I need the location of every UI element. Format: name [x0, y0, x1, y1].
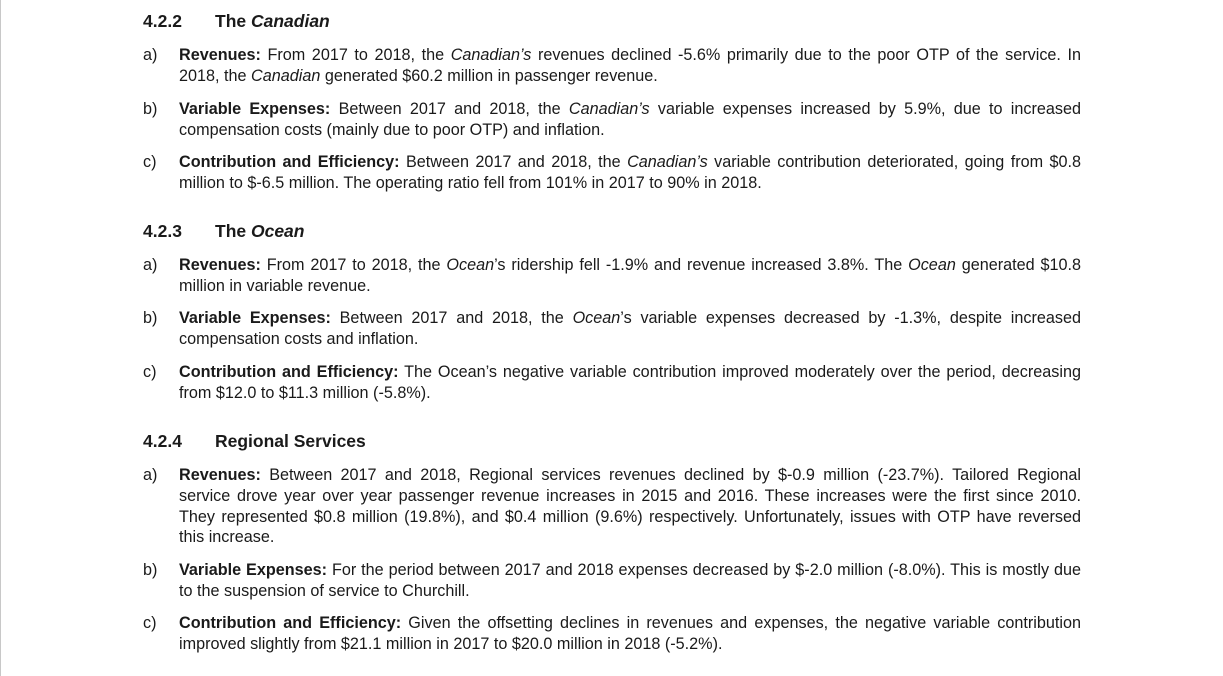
item-label: Variable Expenses: — [179, 561, 328, 579]
list-marker: b) — [143, 309, 158, 327]
list-item-text — [179, 560, 1081, 602]
italic-text: Canadian’s — [568, 100, 650, 118]
list-item-text — [179, 613, 1081, 655]
item-label: Revenues: — [179, 466, 261, 484]
section-heading-4-2-2 — [143, 10, 330, 32]
section-title-prefix: Regional Services — [215, 431, 366, 451]
text-run: Given the offsetting declines in revenues and expenses, the negative variable contribution improved slightly from $21.1 million in 2017 to $20.0 million in 2018 (-5.2%). — [179, 614, 1081, 653]
section-number: 4.2.2 — [143, 11, 182, 31]
item-label: Variable Expenses: — [179, 100, 331, 118]
list-item-text — [179, 255, 1081, 297]
text-run: generated $10.8 million in variable revenue. — [179, 256, 1081, 295]
section-title-prefix: The — [215, 221, 251, 241]
list-marker: c) — [143, 153, 157, 171]
italic-text: Canadian — [251, 66, 321, 85]
list-marker: c) — [143, 363, 157, 381]
list-marker: c) — [143, 614, 157, 632]
italic-text: Ocean — [572, 309, 621, 327]
text-run: Between 2017 and 2018, the — [330, 309, 573, 327]
section-number: 4.2.4 — [143, 431, 182, 451]
item-label: Contribution and Efficiency: — [179, 614, 402, 632]
item-label: Contribution and Efficiency: — [179, 363, 399, 381]
list-item-text — [179, 362, 1081, 404]
section-title-italic: Ocean — [250, 221, 305, 241]
text-run: generated $60.2 million in passenger revenue. — [320, 66, 658, 85]
item-label: Contribution and Efficiency: — [179, 153, 400, 171]
text-run: For the period between 2017 and 2018 expenses decreased by $-2.0 million (-8.0%). This is mostly due to the suspension of service to Churchill. — [179, 561, 1081, 600]
item-content — [179, 46, 1081, 85]
text-run: From 2017 to 2018, the — [260, 46, 451, 64]
list-marker: b) — [143, 100, 158, 118]
item-label: Revenues: — [179, 46, 261, 64]
item-label: Revenues: — [179, 256, 261, 274]
italic-text: Canadian’s — [450, 46, 532, 64]
section-heading-4-2-3 — [143, 220, 304, 242]
italic-text: Ocean — [908, 256, 956, 274]
item-label: Variable Expenses: — [179, 309, 331, 327]
item-content — [179, 466, 1081, 546]
list-item-text — [179, 308, 1081, 350]
text-run: The Ocean’s negative variable contribution improved moderately over the period, decreasing from $12.0 to $11.3 million (-5.8%). — [179, 363, 1081, 402]
list-marker: a) — [143, 256, 158, 274]
list-marker: a) — [143, 466, 158, 484]
list-marker: a) — [143, 46, 158, 64]
text-run: ’s ridership fell -1.9% and revenue increased 3.8%. The — [494, 256, 909, 274]
section-number: 4.2.3 — [143, 221, 182, 241]
text-run: Between 2017 and 2018, the — [399, 153, 628, 171]
text-run: From 2017 to 2018, the — [260, 256, 447, 274]
text-run: revenues declined -5.6% primarily due to the poor OTP of the service. In 2018, the — [179, 46, 1082, 85]
text-run: variable contribution deteriorated, going from $0.8 million to $-6.5 million. The operating ratio fell from 101% in 2017 to 90% in 2018. — [179, 153, 1081, 192]
list-item-text — [179, 465, 1081, 548]
section-title-prefix: The — [215, 11, 251, 31]
italic-text: Ocean — [446, 256, 495, 274]
text-run: ’s variable expenses decreased by -1.3%, despite increased compensation costs and inflation. — [179, 309, 1081, 348]
section-heading-4-2-4 — [143, 430, 366, 452]
page-left-border — [0, 0, 1, 676]
italic-text: Canadian’s — [627, 153, 708, 171]
list-marker: b) — [143, 561, 158, 579]
list-item-text — [179, 45, 1081, 87]
list-item-text — [179, 152, 1081, 194]
list-item-text — [179, 99, 1081, 141]
text-run: Between 2017 and 2018, Regional services revenues declined by $-0.9 million (-23.7%). Tailored Regional service drove year over year passenger revenue increases in 2015 and 2016. These increases were the first since 2010. They represented $0.8 million (19.8%), and $0.4 million (9.6%) respectively. Unfortunately, issues with OTP have reversed this increase. — [179, 466, 1081, 547]
text-run: Between 2017 and 2018, the — [330, 100, 569, 118]
text-run: variable expenses increased by 5.9%, due to increased compensation costs (mainly due to poor OTP) and inflation. — [179, 100, 1081, 139]
section-title-italic: Canadian — [250, 11, 330, 31]
item-content — [179, 256, 1081, 295]
